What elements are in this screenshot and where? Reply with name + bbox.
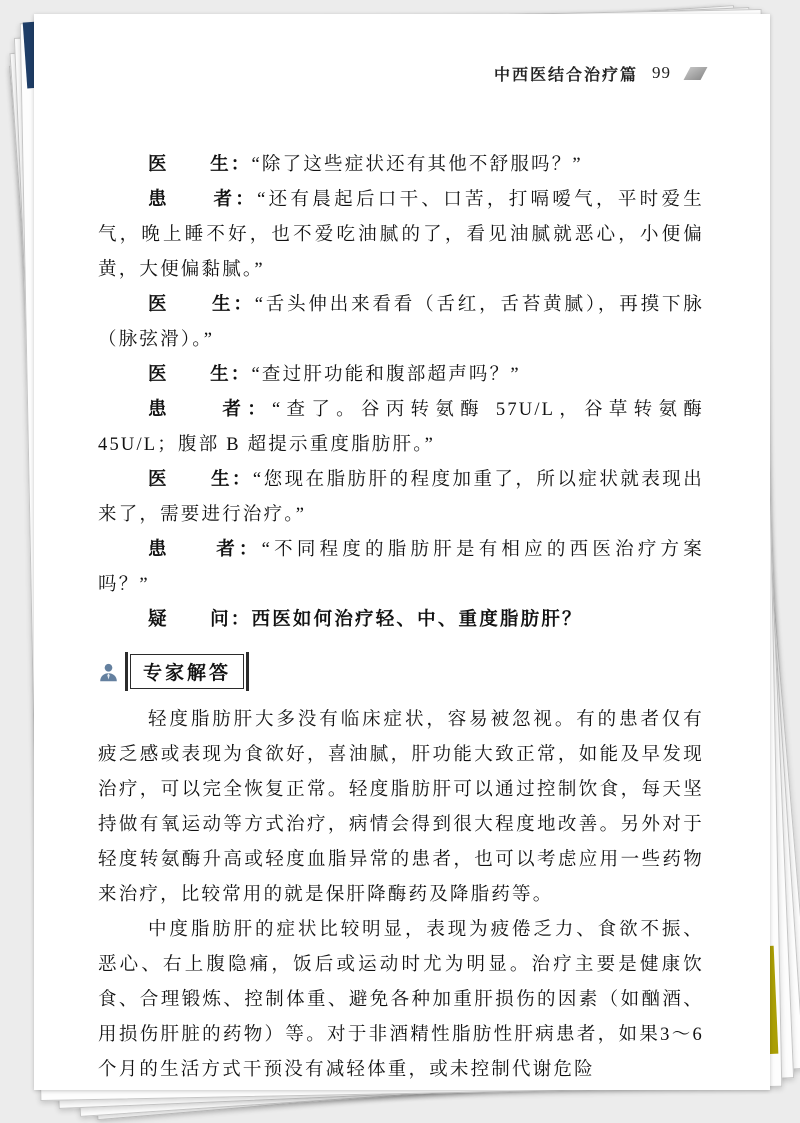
expert-section-header [98,654,704,689]
question-line [98,603,704,638]
dialogue-text: “不同程度的脂肪肝是有相应的西医治疗方案吗？” [98,540,704,595]
question-label: 疑 问： [148,610,252,630]
dialogue-line [98,533,704,603]
expert-person-icon [98,661,120,683]
speaker-label: 医 生： [148,470,253,490]
dialogue-text: “舌头伸出来看看（舌红，舌苔黄腻），再摸下脉（脉弦滑）。” [98,295,704,350]
dialogue-text: “您现在脂肪肝的程度加重了，所以症状就表现出来了，需要进行治疗。” [98,470,704,525]
dialogue-text: “除了这些症状还有其他不舒服吗？” [251,155,583,175]
main-page [34,14,770,1090]
dialogue-text: “查过肝功能和腹部超声吗？” [251,365,521,385]
page-number: 99 [652,63,671,82]
expert-title-box: 专家解答 [130,654,244,689]
speaker-label: 患 者： [148,190,258,210]
speaker-label: 患 者： [148,540,262,560]
dialogue-text: “还有晨起后口干、口苦，打嗝嗳气，平时爱生气，晚上睡不好，也不爱吃油腻的了，看见油腻就恶心，小便偏黄，大便偏黏腻。” [98,190,704,280]
speaker-label: 医 生： [148,155,252,175]
running-head [98,62,704,84]
dialogue-line [98,288,704,358]
dialogue-line [98,183,704,288]
dialogue-text: “查了。谷丙转氨酶 57U/L，谷草转氨酶 45U/L；腹部 B 超提示重度脂肪肝。” [98,400,704,455]
speaker-label: 患 者： [148,400,273,420]
dialogue-line [98,358,704,393]
section-title: 中西医结合治疗篇 [493,66,638,84]
dialogue-line [98,393,704,463]
speaker-label: 医 生： [148,295,255,315]
dialogue-section [98,148,704,638]
dialogue-line [98,463,704,533]
dialogue-line [98,148,704,183]
question-text: 西医如何治疗轻、中、重度脂肪肝？ [251,610,583,630]
expert-answer-paragraph: 中度脂肪肝的症状比较明显，表现为疲倦乏力、食欲不振、恶心、右上腹隐痛，饭后或运动时尤为明显。治疗主要是健康饮食、合理锻炼、控制体重、避免各种加重肝损伤的因素（如酗酒、用损伤肝脏的药物）等。对于非酒精性脂肪性肝病患者，如果3～6个月的生活方式干预没有减轻体重，或未控制代谢危险 [98,920,704,1080]
expert-answer-paragraph: 轻度脂肪肝大多没有临床症状，容易被忽视。有的患者仅有疲乏感或表现为食欲好，喜油腻，肝功能大致正常，如能及早发现治疗，可以完全恢复正常。轻度脂肪肝可以通过控制饮食，每天坚持做有氧运动等方式治疗，病情会得到很大程度地改善。另外对于轻度转氨酶升高或轻度血脂异常的患者，也可以考虑应用一些药物来治疗，比较常用的就是保肝降酶药及降脂药等。 [98,710,704,905]
expert-answer-section [98,703,704,1088]
speaker-label: 医 生： [148,365,252,385]
parallelogram-icon [684,67,708,80]
